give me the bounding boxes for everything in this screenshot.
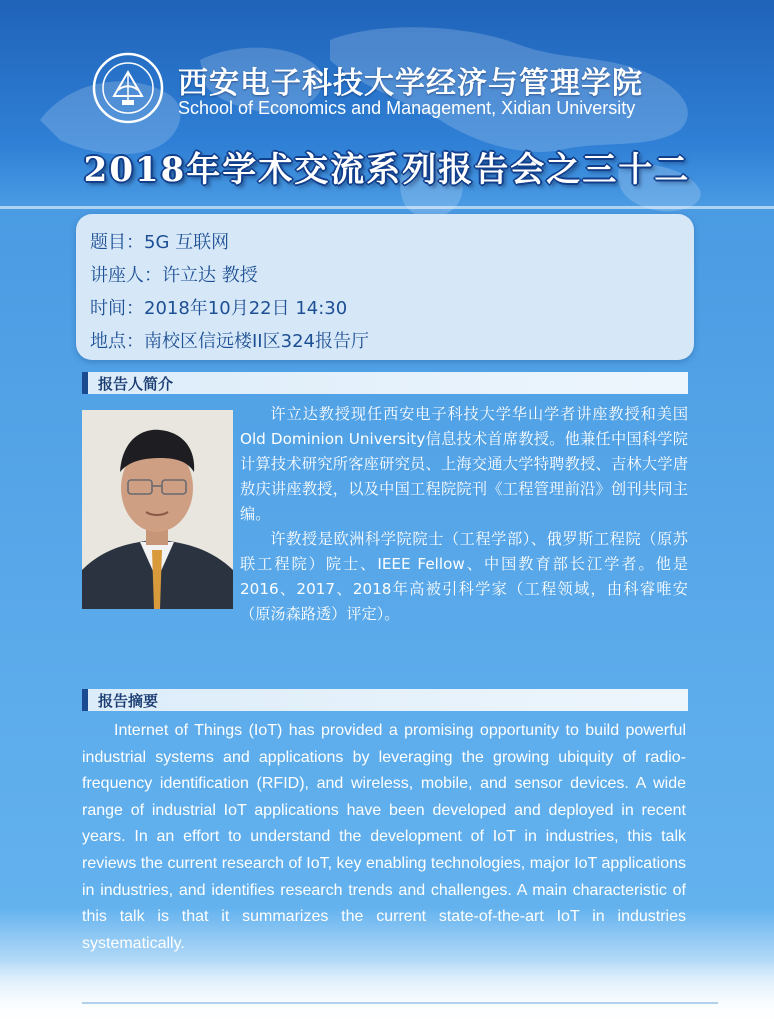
abstract-text: Internet of Things (IoT) has provided a promising opportunity to build powerful industrial systems and applications by leveraging the growing ubiquity of radio-frequency identification (RFID), and wireless, mobile, and sensor devices. A wide range of industrial IoT applications have been developed and deployed in recent years. In an effort to understand the development of IoT in industries, this talk reviews the current research of IoT, key enabling technologies, major IoT applications in industries, and identifies research trends and challenges. A main characteristic of this talk is that it summarizes the current state-of-the-art IoT in industries systematically. [82, 722, 686, 952]
school-name-chinese: 西安电子科技大学经济与管理学院 [178, 66, 643, 101]
talk-topic: 题目：5G 互联网 [90, 232, 230, 253]
talk-place: 地点：南校区信远楼II区324报告厅 [90, 331, 369, 352]
abstract-section-header [82, 689, 688, 711]
bio-section-header [82, 372, 688, 394]
footer-divider [82, 1002, 718, 1004]
header [92, 52, 712, 132]
bottom-glow [0, 961, 774, 1031]
light-streak [0, 206, 774, 209]
talk-speaker: 讲座人：许立达 教授 [90, 265, 258, 286]
series-title: 2018年学术交流系列报告会之三十二 [83, 150, 691, 190]
bio-paragraph-2: 许教授是欧洲科学院院士（工程学部）、俄罗斯工程院（原苏联工程院）院士、IEEE Fellow、中国教育部长江学者。他是2016、2017、2018年高被引科学家（工程领域，由科睿唯安（原汤森路透）评定）。 [240, 530, 688, 623]
school-name-english: School of Economics and Management, Xidian University [178, 98, 636, 118]
speaker-bio [82, 402, 688, 627]
talk-info-panel [76, 214, 694, 360]
bio-heading: 报告人简介 [98, 375, 174, 393]
university-seal-icon [92, 52, 164, 124]
bio-paragraph-1: 许立达教授现任西安电子科技大学华山学者讲座教授和美国Old Dominion University信息技术首席教授。他兼任中国科学院计算技术研究所客座研究员、上海交通大学特聘教授、吉林大学唐敖庆讲座教授，以及中国工程院院刊《工程管理前沿》创刊共同主编。 [240, 405, 688, 523]
talk-time: 时间：2018年10月22日 14:30 [90, 298, 348, 319]
abstract-heading: 报告摘要 [98, 692, 159, 710]
